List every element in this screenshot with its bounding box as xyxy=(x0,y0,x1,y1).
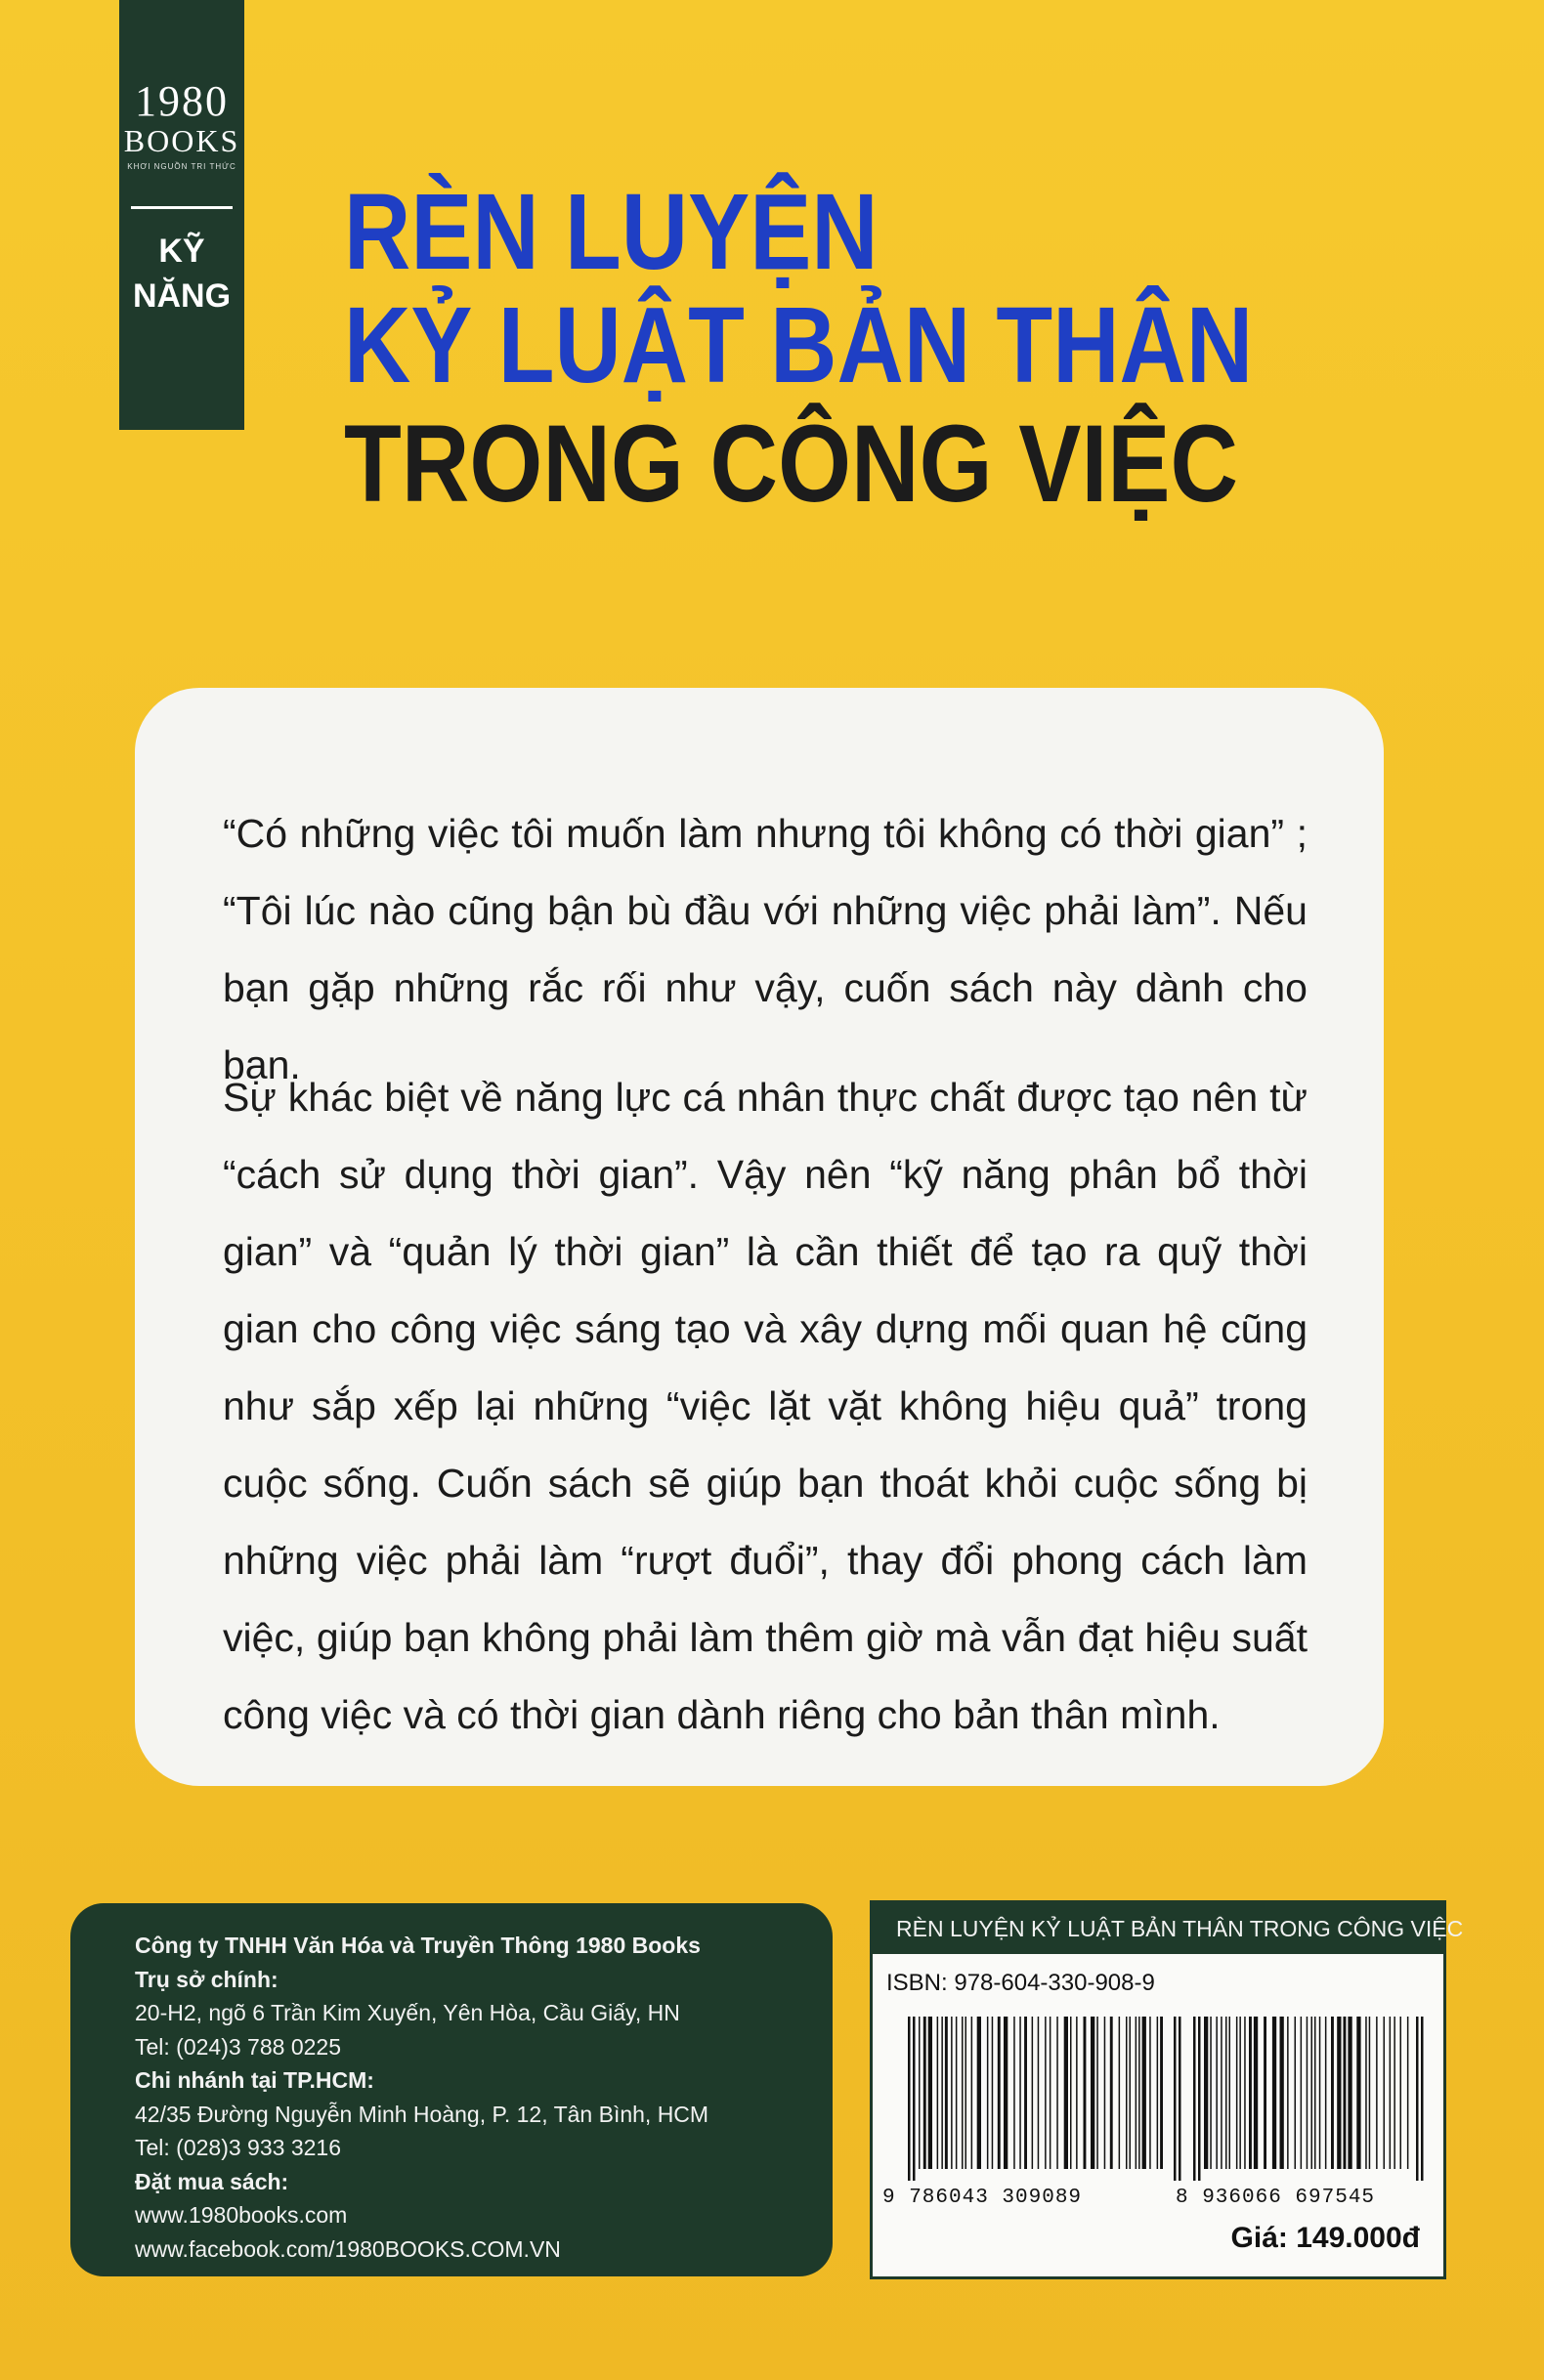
barcode-bar xyxy=(1337,2017,1341,2169)
barcode-bar xyxy=(1264,2017,1266,2169)
barcode-bar xyxy=(1045,2017,1047,2169)
company-name: Công ty TNHH Văn Hóa và Truyền Thông 1980 Books xyxy=(135,1933,701,1958)
hq-address: 20-H2, ngõ 6 Trần Kim Xuyến, Yên Hòa, Cầu Giấy, HN xyxy=(135,2000,680,2025)
barcode-bar xyxy=(1038,2017,1040,2169)
product-barcode xyxy=(1193,2017,1424,2181)
barcode-bar xyxy=(913,2017,916,2181)
barcode-bar xyxy=(1138,2017,1140,2169)
barcode-bar xyxy=(1325,2017,1327,2169)
logo-tagline: KHƠI NGUỒN TRI THỨC xyxy=(127,162,236,171)
barcode-bar xyxy=(1254,2017,1258,2169)
barcode-bar xyxy=(965,2017,967,2169)
barcode-bar xyxy=(1119,2017,1121,2169)
isbn-box xyxy=(870,1900,1464,2279)
barcode-bar xyxy=(1344,2017,1347,2169)
product-barcode-digits: 8 936066 697545 xyxy=(1176,2187,1376,2209)
barcode-bar xyxy=(956,2017,958,2169)
barcode-bar xyxy=(987,2017,989,2169)
barcode-bar xyxy=(1376,2017,1378,2169)
title-line-2: KỶ LUẬT BẢN THÂN xyxy=(344,285,1254,405)
barcode-bar xyxy=(1249,2017,1252,2169)
barcode-bar xyxy=(1407,2017,1409,2169)
barcode-bar xyxy=(951,2017,953,2169)
barcode-bar xyxy=(1050,2017,1051,2169)
barcode-bar xyxy=(992,2017,994,2169)
price-label: Giá: 149.000đ xyxy=(1230,2222,1420,2254)
isbn-number: ISBN: 978-604-330-908-9 xyxy=(886,1970,1155,1996)
barcode-bar xyxy=(1160,2017,1163,2169)
barcode-bar xyxy=(1331,2017,1334,2169)
barcode-bar xyxy=(1032,2017,1034,2169)
hq-label: Trụ sở chính: xyxy=(135,1966,279,1992)
barcode-bar xyxy=(1204,2017,1208,2169)
genre-line-1: KỸ xyxy=(158,233,205,270)
barcode-bar xyxy=(945,2017,948,2169)
barcode-bar xyxy=(1104,2017,1106,2169)
barcode-bar xyxy=(1149,2017,1151,2169)
barcode-bar xyxy=(1287,2017,1289,2169)
barcode-bar xyxy=(1126,2017,1128,2169)
isbn-header: RÈN LUYỆN KỶ LUẬT BẢN THÂN TRONG CÔNG VIỆC xyxy=(873,1903,1443,1954)
barcode-bar xyxy=(1229,2017,1231,2169)
publisher-info-panel xyxy=(70,1903,833,2276)
branch-address: 42/35 Đường Nguyễn Minh Hoàng, P. 12, Tân Bình, HCM xyxy=(135,2101,709,2127)
blurb-paragraph-1: “Có những việc tôi muốn làm nhưng tôi không có thời gian” ; “Tôi lúc nào cũng bận bù đầu với những việc phải làm”. Nếu bạn gặp những rắc rối như vậy, cuốn sách này dành cho bạn. xyxy=(223,811,1308,1087)
barcode-bar xyxy=(1084,2017,1087,2169)
barcode-bar xyxy=(1301,2017,1303,2169)
barcode-bar xyxy=(1174,2017,1177,2181)
barcode-bar xyxy=(1179,2017,1181,2181)
barcode-bar xyxy=(937,2017,939,2169)
isbn-barcode xyxy=(908,2017,1181,2181)
barcode-bar xyxy=(1142,2017,1146,2169)
title-line-1: RÈN LUYỆN xyxy=(344,172,879,292)
barcode-bar xyxy=(1064,2017,1068,2169)
barcode-bar xyxy=(1421,2017,1424,2181)
genre-line-2: NĂNG xyxy=(132,277,232,315)
barcode-bar xyxy=(1280,2017,1284,2169)
barcode-bar xyxy=(1384,2017,1386,2169)
facebook-link[interactable]: www.facebook.com/1980BOOKS.COM.VN xyxy=(135,2235,561,2262)
barcode-bar xyxy=(1348,2017,1351,2169)
barcode-bar xyxy=(928,2017,932,2169)
barcode-bar xyxy=(1013,2017,1015,2169)
barcode-bar xyxy=(1390,2017,1392,2169)
barcode-bar xyxy=(923,2017,926,2169)
barcode-bar xyxy=(1244,2017,1246,2169)
barcode-bar xyxy=(1110,2017,1113,2169)
book-title xyxy=(344,174,1468,524)
barcode-bar xyxy=(1239,2017,1241,2169)
publisher-logo xyxy=(119,0,244,430)
barcode-bar xyxy=(1394,2017,1395,2169)
barcode-bar xyxy=(971,2017,973,2169)
barcode-bar xyxy=(1369,2017,1371,2169)
hq-tel: Tel: (024)3 788 0225 xyxy=(135,2033,341,2060)
barcode-bar xyxy=(1314,2017,1316,2169)
barcode-bar xyxy=(977,2017,981,2169)
title-line-3: TRONG CÔNG VIỆC xyxy=(344,403,1239,525)
order-label: Đặt mua sách: xyxy=(135,2168,289,2194)
barcode-bar xyxy=(941,2017,943,2169)
barcode-bar xyxy=(1319,2017,1321,2169)
logo-year: 1980 xyxy=(135,77,229,125)
barcode-bar xyxy=(1070,2017,1072,2169)
barcode-bar xyxy=(1356,2017,1360,2169)
blurb-paragraph-2: Sự khác biệt về năng lực cá nhân thực chất được tạo nên từ “cách sử dụng thời gian”. Vậy nên “kỹ năng phân bổ thời gian” và “quản lý thời gian” là cần thiết để tạo ra quỹ thời gian cho công việc sáng tạo và xây dựng mối quan hệ cũng như sắp xếp lại những “việc lặt vặt không hiệu quả” trong cuộc sống. Cuốn sách sẽ giúp bạn thoát khỏi cuộc sống bị những việc phải làm “rượt đuổi”, thay đổi phong cách làm việc, giúp bạn không phải làm thêm giờ mà vẫn đạt hiệu suất công việc và có thời gian dành riêng cho bản thân mình. xyxy=(223,1075,1308,1737)
barcode-bar xyxy=(908,2017,911,2181)
barcode-bar xyxy=(1130,2017,1132,2169)
barcode-bar xyxy=(998,2017,1001,2169)
barcode-bar xyxy=(1019,2017,1021,2169)
barcode-bar xyxy=(1307,2017,1308,2169)
barcode-bar xyxy=(1056,2017,1058,2169)
barcode-bar xyxy=(962,2017,964,2169)
barcode-bar xyxy=(1221,2017,1222,2169)
barcode-bar xyxy=(1096,2017,1098,2169)
barcode-bar xyxy=(1157,2017,1159,2169)
barcode-bar xyxy=(1198,2017,1201,2181)
isbn-barcode-digits: 9 786043 309089 xyxy=(882,2187,1083,2209)
barcode-bar xyxy=(1210,2017,1212,2169)
barcode-bar xyxy=(1416,2017,1419,2181)
website-link[interactable]: www.1980books.com xyxy=(135,2202,348,2228)
barcode-bar xyxy=(1136,2017,1137,2169)
barcode-bar xyxy=(919,2017,921,2169)
barcode-bar xyxy=(1400,2017,1402,2169)
barcode-bar xyxy=(1004,2017,1008,2169)
blurb-panel xyxy=(135,688,1384,1786)
barcode-bar xyxy=(1091,2017,1094,2169)
barcode-bar xyxy=(1193,2017,1196,2181)
barcode-bar xyxy=(1365,2017,1367,2169)
barcode-bar xyxy=(1076,2017,1078,2169)
barcode-bar xyxy=(1024,2017,1027,2169)
logo-word: BOOKS xyxy=(123,123,240,158)
barcode-bar xyxy=(1216,2017,1218,2169)
logo-divider xyxy=(131,206,233,209)
barcode-bar xyxy=(1295,2017,1297,2169)
barcode-bar xyxy=(1311,2017,1313,2169)
barcode-bar xyxy=(1236,2017,1238,2169)
barcode-bar xyxy=(1272,2017,1276,2169)
barcode-bar xyxy=(1225,2017,1227,2169)
branch-label: Chi nhánh tại TP.HCM: xyxy=(135,2067,374,2093)
branch-tel: Tel: (028)3 933 3216 xyxy=(135,2135,341,2160)
